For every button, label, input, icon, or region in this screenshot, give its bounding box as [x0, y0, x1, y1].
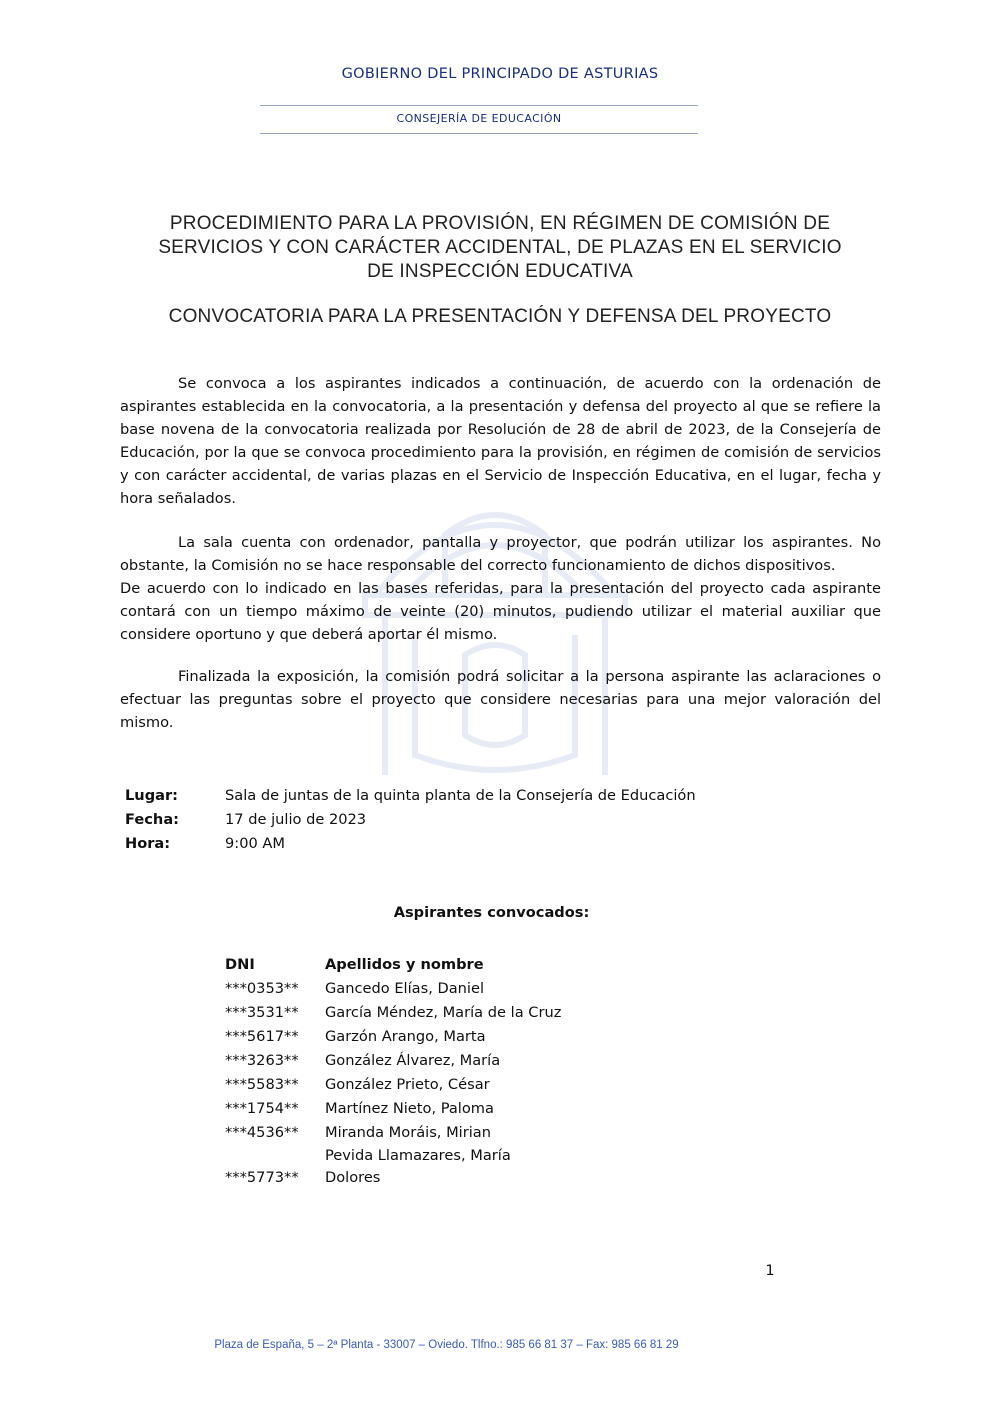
name-cell-line-1: Pevida Llamazares, María	[325, 1147, 511, 1164]
paragraph-3	[120, 665, 881, 734]
fecha-label: Fecha:	[125, 811, 179, 828]
detail-row-fecha	[125, 808, 696, 832]
header-divider-bottom	[260, 133, 698, 134]
dni-cell: ***4536**	[225, 1124, 299, 1141]
detail-row-hora	[125, 832, 696, 856]
paragraph-2b-text: De acuerdo con lo indicado en las bases referidas, para la presentación del proyecto cada aspirante contará con un tiempo máximo de veinte (20) minutos, pudiendo utilizar el material auxiliar que considere oportuno y que deberá aportar él mismo.	[120, 580, 881, 643]
detail-row-lugar	[125, 784, 696, 808]
page-number: 1	[765, 1262, 775, 1279]
name-cell	[325, 1145, 685, 1189]
name-cell: Gancedo Elías, Daniel	[325, 980, 485, 997]
hora-label: Hora:	[125, 835, 171, 852]
dni-cell: ***5583**	[225, 1076, 299, 1093]
header-department: CONSEJERÍA DE EDUCACIÓN	[396, 112, 562, 125]
name-cell: González Prieto, César	[325, 1076, 490, 1093]
paragraph-1-text: Se convoca a los aspirantes indicados a continuación, de acuerdo con la ordenación de aspirantes establecida en la convocatoria, a la presentación y defensa del proyecto al que se refiere la base novena de la convocatoria realizada por Resolución de 28 de abril de 2023, de la Consejería de Educación, por la que se convoca procedimiento para la provisión, en régimen de comisión de servicios y con carácter accidental, de varias plazas en el Servicio de Inspección Educativa, en el lugar, fecha y hora señalados.	[120, 375, 881, 507]
dni-cell: ***0353**	[225, 980, 299, 997]
column-header-dni: DNI	[225, 956, 255, 973]
document-title	[100, 212, 900, 284]
name-cell: Martínez Nieto, Paloma	[325, 1100, 494, 1117]
name-cell-line-2: Dolores	[325, 1169, 381, 1186]
lugar-value: Sala de juntas de la quinta planta de la Consejería de Educación	[225, 787, 696, 804]
paragraph-3-text: Finalizada la exposición, la comisión podrá solicitar a la persona aspirante las aclaraciones o efectuar las preguntas sobre el proyecto que considere necesarias para una mejor valoración del mismo.	[120, 668, 881, 731]
meeting-details	[125, 784, 696, 856]
name-cell: Garzón Arango, Marta	[325, 1028, 486, 1045]
applicants-heading: Aspirantes convocados:	[393, 904, 590, 921]
footer-contact: Plaza de España, 5 – 2ª Planta - 33007 – Oviedo. Tlfno.: 985 66 81 37 – Fax: 985 66 81 29	[214, 1339, 679, 1351]
dni-cell: ***1754**	[225, 1100, 299, 1117]
applicants-table	[225, 953, 685, 1189]
paragraph-2a-text: La sala cuenta con ordenador, pantalla y proyector, que podrán utilizar los aspirantes. No obstante, la Comisión no se hace responsable del correcto funcionamiento de dichos dispositivos.	[120, 534, 881, 574]
name-cell: Miranda Moráis, Mirian	[325, 1124, 491, 1141]
paragraph-1	[120, 372, 881, 510]
table-row	[225, 1073, 685, 1097]
table-row	[225, 1121, 685, 1145]
name-cell: González Álvarez, María	[325, 1052, 501, 1069]
title-line-3: DE INSPECCIÓN EDUCATIVA	[367, 261, 633, 282]
table-row	[225, 1001, 685, 1025]
dni-cell: ***5773**	[225, 1169, 299, 1186]
title-line-1: PROCEDIMIENTO PARA LA PROVISIÓN, EN RÉGIMEN DE COMISIÓN DE	[169, 213, 831, 234]
dni-cell: ***3263**	[225, 1052, 299, 1069]
table-row	[225, 977, 685, 1001]
column-header-name: Apellidos y nombre	[325, 956, 484, 973]
name-cell: García Méndez, María de la Cruz	[325, 1004, 562, 1021]
dni-cell: ***3531**	[225, 1004, 299, 1021]
hora-value: 9:00 AM	[225, 835, 285, 852]
table-row	[225, 1145, 685, 1189]
table-header-row	[225, 953, 685, 977]
table-row	[225, 1025, 685, 1049]
fecha-value: 17 de julio de 2023	[225, 811, 367, 828]
dni-cell: ***5617**	[225, 1028, 299, 1045]
table-row	[225, 1097, 685, 1121]
document-subtitle: CONVOCATORIA PARA LA PRESENTACIÓN Y DEFENSA DEL PROYECTO	[168, 306, 832, 327]
title-line-2: SERVICIOS Y CON CARÁCTER ACCIDENTAL, DE PLAZAS EN EL SERVICIO	[158, 237, 842, 258]
header-government: GOBIERNO DEL PRINCIPADO DE ASTURIAS	[341, 66, 659, 82]
paragraph-2	[120, 531, 881, 646]
header-divider-top	[260, 105, 698, 106]
table-row	[225, 1049, 685, 1073]
lugar-label: Lugar:	[125, 787, 179, 804]
